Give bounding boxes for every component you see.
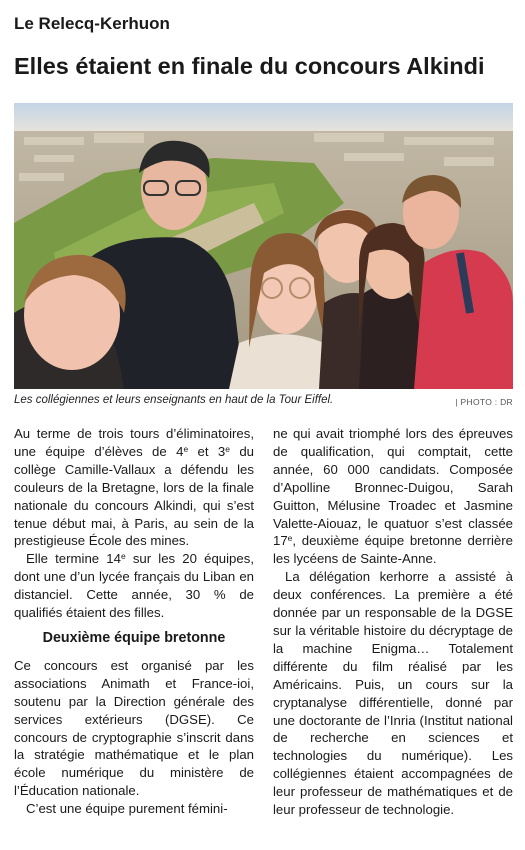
article-headline: Elles étaient en finale du concours Alkindi (14, 53, 485, 79)
paragraph: Ce concours est organisé par les associations Animath et France-ioi, soutenu par la Direction générale des services extérieurs (DGSE). Ce concours de cryptographie s’inscrit dans la stratégie mathématique et le plan école numérique du ministère de l’Éducation nationale. (14, 657, 254, 799)
article-photo (14, 103, 513, 389)
paragraph: Au terme de trois tours d’éliminatoires, une équipe d’élèves de 4e et 3e du collège Camille-Vallaux a défendu les couleurs de la Bretagne, lors de la finale nationale du concours Alkindi, qui s’est tenue début mai, à Paris, au sein de la prestigieuse École des mines. (14, 426, 254, 549)
article-column-left (14, 425, 254, 818)
group-selfie-image (14, 103, 513, 389)
article-column-right (273, 425, 513, 819)
photo-credit: | PHOTO : DR (455, 397, 513, 407)
photo-caption: Les collégiennes et leurs enseignants en haut de la Tour Eiffel. (14, 394, 334, 406)
section-subheading: Deuxième équipe bretonne (42, 629, 226, 646)
paragraph: La délégation kerhorre a assisté à deux conférences. La première a été donnée par un responsable de la DGSE sur la véritable histoire du décryptage de la machine Enigma… Totalement différente du film réalisé par les Américains. Puis, un cours sur la cryptanalyse différentielle, donné par une doctorante de l’Inria (Institut national de recherche en sciences et technologies du numérique). Les collégiennes étaient accompagnées de leur professeur de mathématiques et de leur professeur de technologie. (273, 569, 513, 818)
location-kicker: Le Relecq-Kerhuon (14, 14, 170, 33)
paragraph: ne qui avait triomphé lors des épreuves de qualification, qui comptait, cette année, 60 000 candidats. Composée d’Apolline Bronnec-Duigou, Sarah Guitton, Mélusine Troadec et Jasmine Valette-Aiouaz, le quatuor s’est classée 17e, deuxième équipe bretonne derrière les lycéens de Sainte-Anne. (273, 426, 513, 567)
paragraph: C’est une équipe purement fémini- (26, 801, 228, 817)
paragraph: Elle termine 14e sur les 20 équipes, dont une d’un lycée français du Liban en distanciel. Cette année, 30 % de qualifiés étaient des filles. (14, 551, 254, 621)
